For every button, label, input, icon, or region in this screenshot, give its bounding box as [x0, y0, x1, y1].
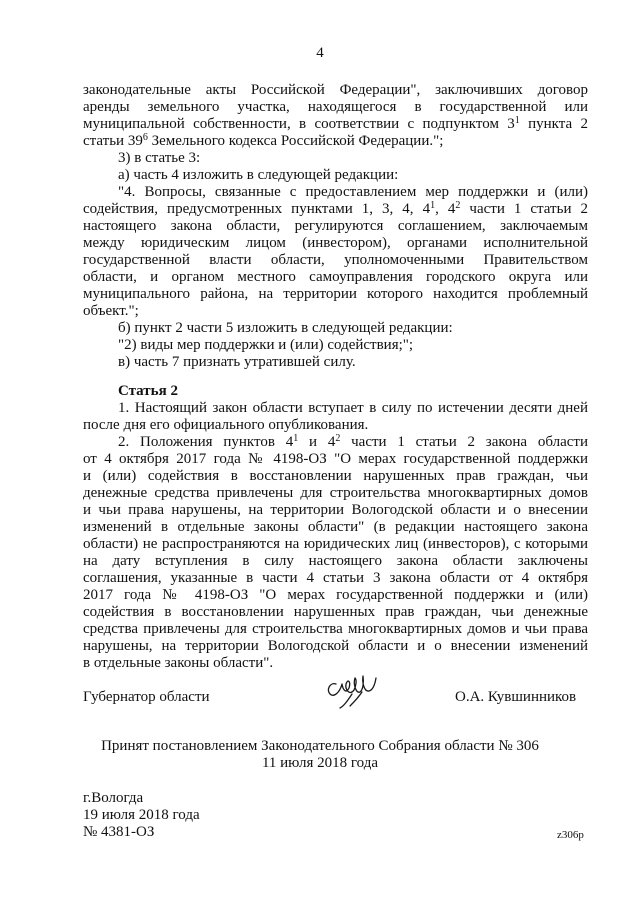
article2-p2-line8: на дату вступления в силу настоящего закона области заключены [83, 553, 588, 569]
quote4-line2: содействия, предусмотренных пунктами 1, 3, 4, $4^1$, $4^2$ части 1 статьи 2 [83, 201, 588, 217]
quote4-line6: области, и органом местного самоуправления городского округа или [83, 269, 588, 285]
article2-p1-line2: после дня его официального опубликования. [83, 417, 369, 433]
handwritten-signature [322, 664, 380, 710]
quote4-line3: настоящего закона области, регулируются соглашением, заключаемым [83, 218, 588, 234]
article2-p2-line13: нарушены, на территории Вологодской области и о внесении изменений [83, 638, 588, 654]
item-3c: в) часть 7 признать утратившей силу. [118, 354, 356, 370]
paragraph1-line3: муниципальной собственности, в соответствии с подпунктом $3^1$ пункта 2 [83, 116, 588, 132]
footer-number: № 4381-ОЗ [83, 824, 155, 840]
item-3b: б) пункт 2 части 5 изложить в следующей редакции: [118, 320, 453, 336]
article2-p2-last-line: в отдельные законы области". [83, 655, 274, 671]
footer-date: 19 июля 2018 года [83, 807, 200, 823]
item-3: 3) в статье 3: [118, 150, 201, 166]
signatory-name: О.А. Кувшинников [455, 689, 577, 705]
article2-p2-line3: и (или) содействия в восстановлении нарушенных прав граждан, чьи [83, 468, 588, 484]
item-3a: а) часть 4 изложить в следующей редакции: [118, 167, 399, 183]
page-number: 4 [316, 45, 324, 61]
article2-p2-line11: содействия в восстановлении нарушенных прав граждан, чьи денежные [83, 604, 588, 620]
article2-p2-line10: 2017 года № 4198-ОЗ "О мерах государственной поддержки и (или) [83, 587, 588, 603]
article2-p2-line9: соглашения, указанные в части 4 статьи 3 закона области от 4 октября [83, 570, 588, 586]
article2-p2-line1: 2. Положения пунктов $4^1$ и $4^2$ части 1 статьи 2 закона области [118, 434, 588, 450]
signatory-position: Губернатор области [83, 689, 210, 705]
article2-p2-line2: от 4 октября 2017 года № 4198-ОЗ "О мерах государственной поддержки [83, 451, 588, 467]
article2-p2-line6: изменений в отдельные законы области" (в редакции настоящего закона [83, 519, 588, 535]
quote4-line7: муниципального района, на территории которого находится проблемный [83, 286, 588, 302]
paragraph1-line4: статьи $39^6$ Земельного кодекса Российской Федерации."; [83, 132, 444, 149]
adoption-line1: Принят постановлением Законодательного Собрания области № 306 [101, 738, 539, 754]
article2-p2-line4: денежные средства привлечены для строительства многоквартирных домов [83, 485, 588, 501]
article2-p1-line1: 1. Настоящий закон области вступает в силу по истечении десяти дней [118, 400, 588, 416]
quote4-last-line: объект."; [83, 303, 139, 319]
footer-city: г.Вологда [83, 790, 144, 806]
article2-p2-line7: области) не распространяются на юридических лиц (инвесторов), с которыми [83, 536, 588, 552]
adoption-line2: 11 июля 2018 года [261, 755, 379, 771]
article2-p2-line12: средства привлечены для строительства многоквартирных домов и чьи права [83, 621, 588, 637]
item-3b-text: "2) виды мер поддержки и (или) содействия;"; [118, 337, 414, 353]
article2-p2-line5: и чьи права нарушены, на территории Вологодской области и о внесении [83, 502, 588, 518]
paragraph1-line1: законодательные акты Российской Федерации", заключивших договор [83, 82, 588, 98]
article2-heading: Статья 2 [118, 383, 178, 399]
quote4-line1: "4. Вопросы, связанные с предоставлением мер поддержки и (или) [118, 184, 588, 200]
quote4-line5: государственной власти области, уполномоченными Правительством [83, 252, 588, 268]
paragraph1-line2: аренды земельного участка, находящегося в государственной или [83, 99, 588, 115]
footer-code: z306p [557, 829, 584, 841]
quote4-line4: между юридическим лицом (инвестором), органами исполнительной [83, 235, 588, 251]
